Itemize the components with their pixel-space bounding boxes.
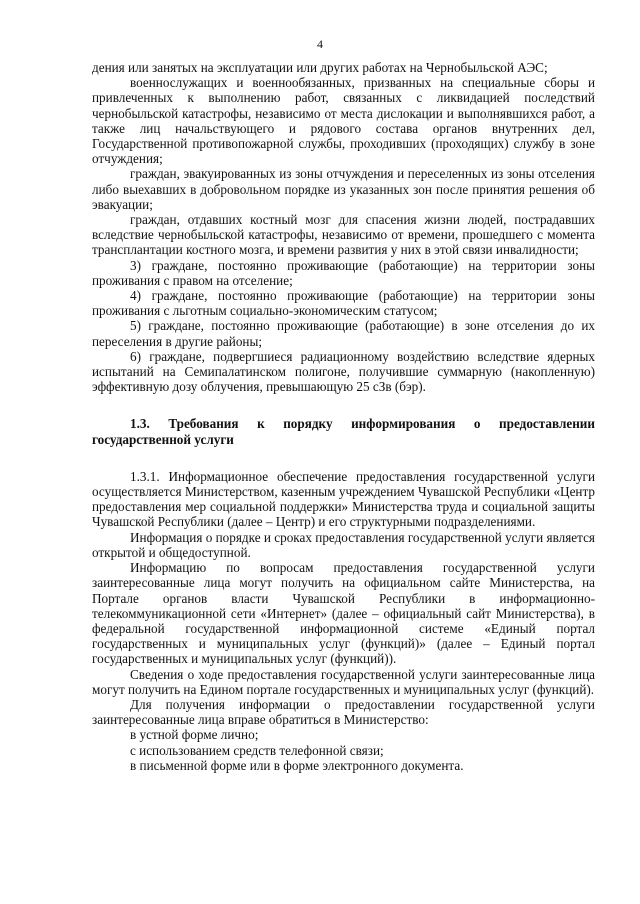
paragraph: граждан, эвакуированных из зоны отчуждения и переселенных из зоны отселения либо выехавших в добровольном порядке из указанных зон после принятия решения об эвакуации;: [92, 166, 595, 212]
paragraph: дения или занятых на эксплуатации или других работах на Чернобыльской АЭС;: [92, 60, 548, 75]
paragraph: граждан, отдавших костный мозг для спасения жизни людей, пострадавших вследствие чернобыльской катастрофы, независимо от времени, прошедшего с момента трансплантации костного мозга, и времени развития у них в этой связи инвалидности;: [92, 212, 595, 258]
paragraph: 1.3.1. Информационное обеспечение предоставления государственной услуги осуществляется Министерством, казенным учреждением Чувашской Республики «Центр предоставления мер социальной поддержки» Министерства труда и социальной защиты Чувашской Республики (далее – Центр) и его структурными подразделениями.: [92, 468, 595, 530]
paragraph: 3) граждане, постоянно проживающие (работающие) на территории зоны проживания с правом на отселение;: [92, 257, 595, 288]
list-item: в устной форме лично;: [130, 727, 259, 743]
document-body: [92, 60, 595, 773]
list-item: в письменной форме или в форме электронного документа.: [130, 757, 464, 773]
paragraph: Информация о порядке и сроках предоставления государственной услуги является открытой и общедоступной.: [92, 529, 595, 560]
list-item: с использованием средств телефонной связи;: [130, 742, 384, 758]
paragraph: 4) граждане, постоянно проживающие (работающие) на территории зоны проживания с льготным социально-экономическим статусом;: [92, 288, 595, 319]
paragraph: Сведения о ходе предоставления государственной услуги заинтересованные лица могут получить на Едином портале государственных и муниципальных услуг (функций).: [92, 666, 595, 697]
section-heading: 1.3. Требования к порядку информирования о предоставлении государственной услуги: [92, 416, 595, 447]
paragraph: военнослужащих и военнообязанных, призванных на специальные сборы и привлеченных к выполнению работ, связанных с ликвидацией последствий чернобыльской катастрофы, независимо от места дислокации и выполнявшихся работ, а также лиц начальствующего и рядового состава органов внутренних дел, Государственной противопожарной службы, проходивших (проходящих) службу в зоне отчуждения;: [92, 75, 595, 167]
paragraph: 6) граждане, подвергшиеся радиационному воздействию вследствие ядерных испытаний на Семипалатинском полигоне, получившие суммарную (накопленную) эффективную дозу облучения, превышающую 25 сЗв (бэр).: [92, 348, 595, 395]
page-number: 4: [317, 37, 323, 51]
paragraph: 5) граждане, постоянно проживающие (работающие) в зоне отселения до их переселения в другие районы;: [92, 318, 595, 349]
paragraph: Для получения информации о предоставлении государственной услуги заинтересованные лица вправе обратиться в Министерство:: [92, 696, 595, 728]
paragraph: Информацию по вопросам предоставления государственной услуги заинтересованные лица могут получить на официальном сайте Министерства, на Портале органов власти Чувашской Республики в информационно-телекоммуникационной сети «Интернет» (далее – официальный сайт Министерства), в федеральной государственной информационной системе «Единый портал государственных и муниципальных услуг (функций)» (далее – Единый портал государственных и муниципальных услуг (функций)).: [92, 560, 595, 667]
